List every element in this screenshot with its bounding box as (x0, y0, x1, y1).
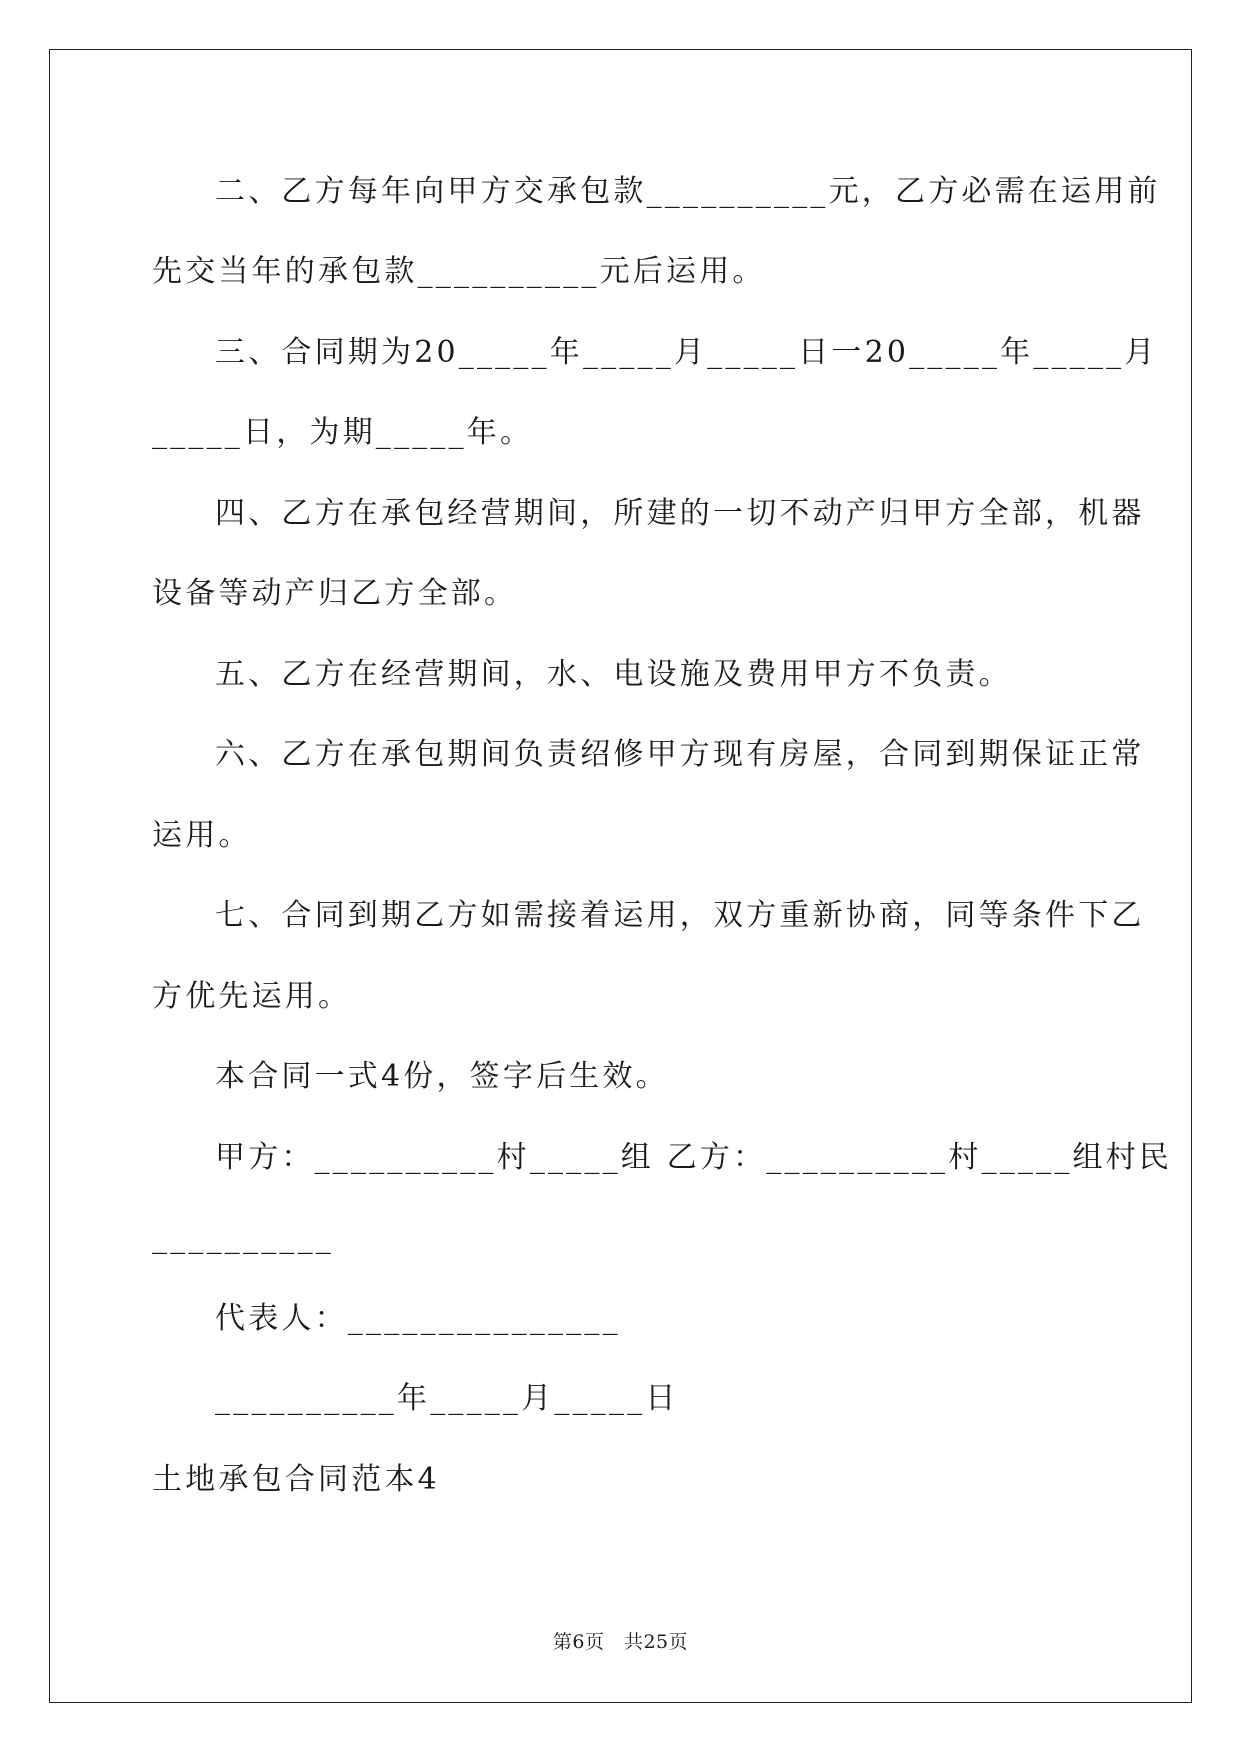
paragraph-6-line-1: 六、乙方在承包期间负责绍修甲方现有房屋，合同到期保证正常 (215, 737, 1145, 772)
paragraph-6-line-2: 运用。 (152, 818, 252, 853)
page-border (49, 49, 1192, 1703)
party-signature-line: 甲方：__________村_____组 乙方：__________村_____组村民 (215, 1140, 1173, 1175)
paragraph-5: 五、乙方在经营期间，水、电设施及费用甲方不负责。 (215, 657, 1012, 692)
section-heading: 土地承包合同范本4 (152, 1462, 440, 1497)
copies-clause: 本合同一式4份，签字后生效。 (215, 1059, 669, 1094)
paragraph-3-line-2: _____日，为期_____年。 (152, 415, 534, 450)
paragraph-4-line-2: 设备等动产归乙方全部。 (152, 576, 518, 611)
date-line: __________年_____月_____日 (215, 1381, 679, 1416)
paragraph-2-line-1: 二、乙方每年向甲方交承包款__________元，乙方必需在运用前 (215, 174, 1161, 209)
paragraph-7-line-2: 方优先运用。 (152, 979, 352, 1014)
paragraph-7-line-1: 七、合同到期乙方如需接着运用，双方重新协商，同等条件下乙 (215, 898, 1145, 933)
paragraph-2-line-2: 先交当年的承包款__________元后运用。 (152, 254, 766, 289)
page-number: 第6页 共25页 (552, 1631, 689, 1653)
party-signature-blank: __________ (152, 1220, 334, 1255)
paragraph-3-line-1: 三、合同期为20_____年_____月_____日一20_____年_____月 (215, 335, 1158, 370)
paragraph-4-line-1: 四、乙方在承包经营期间，所建的一切不动产归甲方全部，机器 (215, 496, 1145, 531)
representative-line: 代表人：_______________ (215, 1301, 621, 1336)
